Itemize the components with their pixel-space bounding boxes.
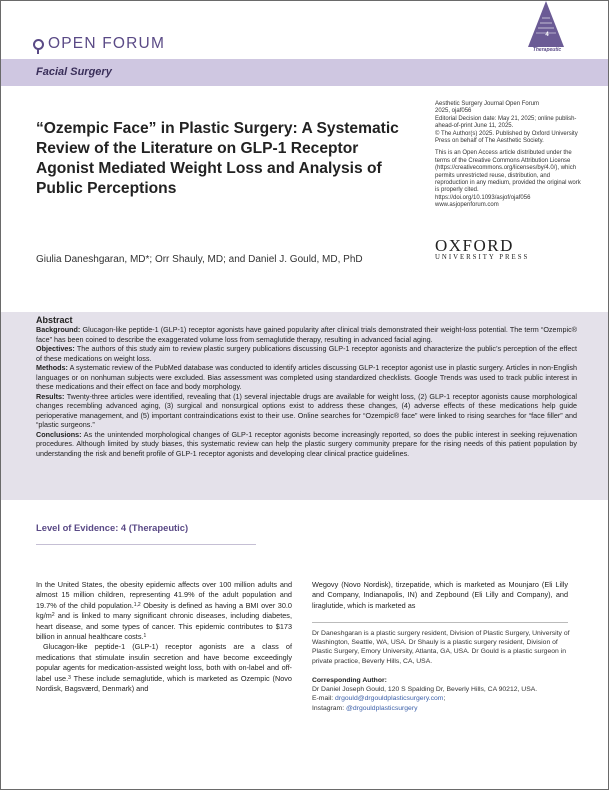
article-title: “Ozempic Face” in Plastic Surgery: A Systematic Review of the Literature on GLP-1 Receptor Agonist Mediated Weight Loss and Analysis of Public Perceptions <box>36 120 399 197</box>
license-notice[interactable]: This is an Open Access article distributed under the terms of the Creative Commons Attribution License (https://creativecommons.org/licenses/by/4.0/), which permits unrestricted reuse, distribution, and reproduction in any medium, provided the original work is properly cited. <box>435 150 581 194</box>
body-text: and is linked to many significant chronic diseases, including diabetes, heart disease, and some types of cancer. This epidemic contributes to $173 billion in annual healthcare costs. <box>36 611 292 642</box>
evidence-pyramid-icon <box>532 6 560 44</box>
instagram-label: Instagram: <box>312 704 346 712</box>
abstract-objectives <box>36 344 577 363</box>
abstract-results <box>36 392 577 430</box>
section-label: Facial Surgery <box>36 66 112 78</box>
instagram-link[interactable]: @drgouldplasticsurgery <box>346 704 418 712</box>
body-text: These include semaglutide, which is marketed as Ozempic (Novo Nordisk, Bagsværd, Denmark) and <box>36 673 292 694</box>
level-of-evidence: Level of Evidence: 4 (Therapeutic) <box>36 522 189 533</box>
body-text: Obesity is defined as having a BMI over 30.0 kg/m <box>36 600 292 621</box>
journal-name: Aesthetic Surgery Journal Open Forum <box>435 101 540 107</box>
abstract-results-label: Results: <box>36 391 65 401</box>
abstract-body <box>36 325 577 458</box>
abstract-objectives-label: Objectives: <box>36 344 75 353</box>
level-divider <box>36 544 256 545</box>
journal-year: 2025, ojaf056 <box>435 108 472 115</box>
abstract-methods <box>36 363 577 392</box>
open-forum-logo-icon <box>33 39 44 50</box>
correspondence-heading: Corresponding Author: <box>312 677 387 684</box>
abstract-background-text: Glucagon-like peptide-1 (GLP-1) receptor agonists have gained popularity after clinical trials demonstrated their weight-loss potential. The term “Ozempic® face” has been coined to describe the exaggerated volume loss from semaglutide therapy, resulting in advanced facial aging. <box>36 325 577 344</box>
email-label: E-mail: <box>312 695 336 703</box>
copyright-notice: © The Author(s) 2025. Published by Oxford University Press on behalf of The Aesthetic Society. <box>435 130 578 145</box>
abstract-methods-text: A systematic review of the PubMed database was conducted to identify articles discussing GLP-1 receptor agonist use in plastic surgery. Articles in non-English languages or on nonhuman subjects were excluded. Bias assessment was completed using standardized checklists. Google Trends was used to track public interest in these medications and their effect on face and body morphology. <box>36 363 577 391</box>
author-affiliations: Dr Daneshgaran is a plastic surgery resident, Division of Plastic Surgery, University of Washington, Seattle, WA, USA. Dr Shauly is a plastic surgery resident, Division of Plastic Surgery, Emory University, Atlanta, GA, USA. Dr Gould is a plastic surgeon in private practice, Beverly Hills, CA, USA. <box>312 630 570 665</box>
body-column-right: Wegovy (Novo Nordisk), tirzepatide, which is marketed as Mounjaro (Eli Lilly and Company, Indianapolis, IN) and Zepbound (Eli Lilly and Company), and liraglutide, which is marketed as <box>312 580 568 610</box>
abstract-results-text: Twenty-three articles were identified, revealing that (1) several injectable drugs are available for weight loss, (2) GLP-1 receptor agonists cause morphological changes recembling advanced aging, (3) surgical and nonsurgical options exist to address these changes, (4) adverse effects of these medications help guide perioperative management, and (5) important contraindications exist to their use. Online searches for “Ozempic® face” were linked to rising searches for “face filler” and “plastic surgeons.” <box>36 391 577 429</box>
body-paragraph <box>36 580 292 642</box>
evidence-level-number: 4 <box>545 32 549 38</box>
abstract-heading: Abstract <box>36 315 73 325</box>
abstract-methods-label: Methods: <box>36 363 68 372</box>
citation-ref[interactable]: 1 <box>143 633 147 640</box>
abstract-conclusions-text: As the unintended morphological changes of GLP-1 receptor agonists become increasingly reported, so does the public interest in seeking rejuvenation procedures. Although limited by study biases, this systematic review can help the plastic surgery community prepare for the rising needs of this patient population by understanding the risk and benefit profile of GLP-1 receptor agonists and developing clear clinical practice guidelines. <box>36 429 577 458</box>
abstract-conclusions-label: Conclusions: <box>36 429 82 439</box>
correspondence-email-line <box>312 694 577 703</box>
abstract-conclusions <box>36 430 577 459</box>
abstract-objectives-text: The authors of this study aim to review plastic surgery publications discussing GLP-1 receptor agonists and characterize the public’s perception of the effect of these medications on weight loss. <box>36 344 578 363</box>
website-link[interactable]: www.asjopenforum.com <box>435 202 499 209</box>
superscript-unit: 2 <box>51 612 55 619</box>
affiliation-divider <box>312 622 568 623</box>
abstract-background-label: Background: <box>36 325 81 334</box>
publisher-logo-sub: UNIVERSITY PRESS <box>435 254 530 261</box>
correspondence <box>312 676 577 713</box>
editorial-decision: Editorial Decision date: May 21, 2025; online publish-ahead-of-print June 11, 2025. <box>435 115 577 130</box>
body-column-left <box>36 580 292 694</box>
doi-link[interactable]: https://doi.org/10.1093/asjof/ojaf056 <box>435 194 531 201</box>
correspondence-instagram-line <box>312 704 577 713</box>
author-list: Giulia Daneshgaran, MD*; Orr Shauly, MD; and Daniel J. Gould, MD, PhD <box>36 254 363 265</box>
body-paragraph <box>36 642 292 694</box>
email-link[interactable]: drgould@drgouldplasticsurgery.com <box>335 695 444 703</box>
journal-brand: OPEN FORUM <box>48 35 166 52</box>
body-text: In the United States, the obesity epidemic affects over 100 million adults and almost 15 million children, representing 41.9% of the adult population and 19.7% of the child population. <box>36 580 292 610</box>
body-text: Glucagon-like peptide-1 (GLP-1) receptor agonists are a class of medications that stimulate insulin secretion and have become exceedingly popular agents for medication-assisted weight loss, both with on-label and off-label use. <box>36 642 292 683</box>
publication-info <box>435 101 585 210</box>
abstract-background <box>36 325 577 344</box>
email-tail: ; <box>443 695 446 703</box>
citation-ref[interactable]: 3 <box>68 674 71 681</box>
citation-ref[interactable]: 1,2 <box>133 601 141 608</box>
evidence-level-caption: Therapeutic <box>532 47 562 53</box>
correspondence-address: Dr Daniel Joseph Gould, 120 S Spalding Dr, Beverly Hills, CA 90212, USA. <box>312 686 538 694</box>
journal-logo[interactable] <box>33 35 165 53</box>
publisher-logo: OXFORD <box>435 236 514 255</box>
